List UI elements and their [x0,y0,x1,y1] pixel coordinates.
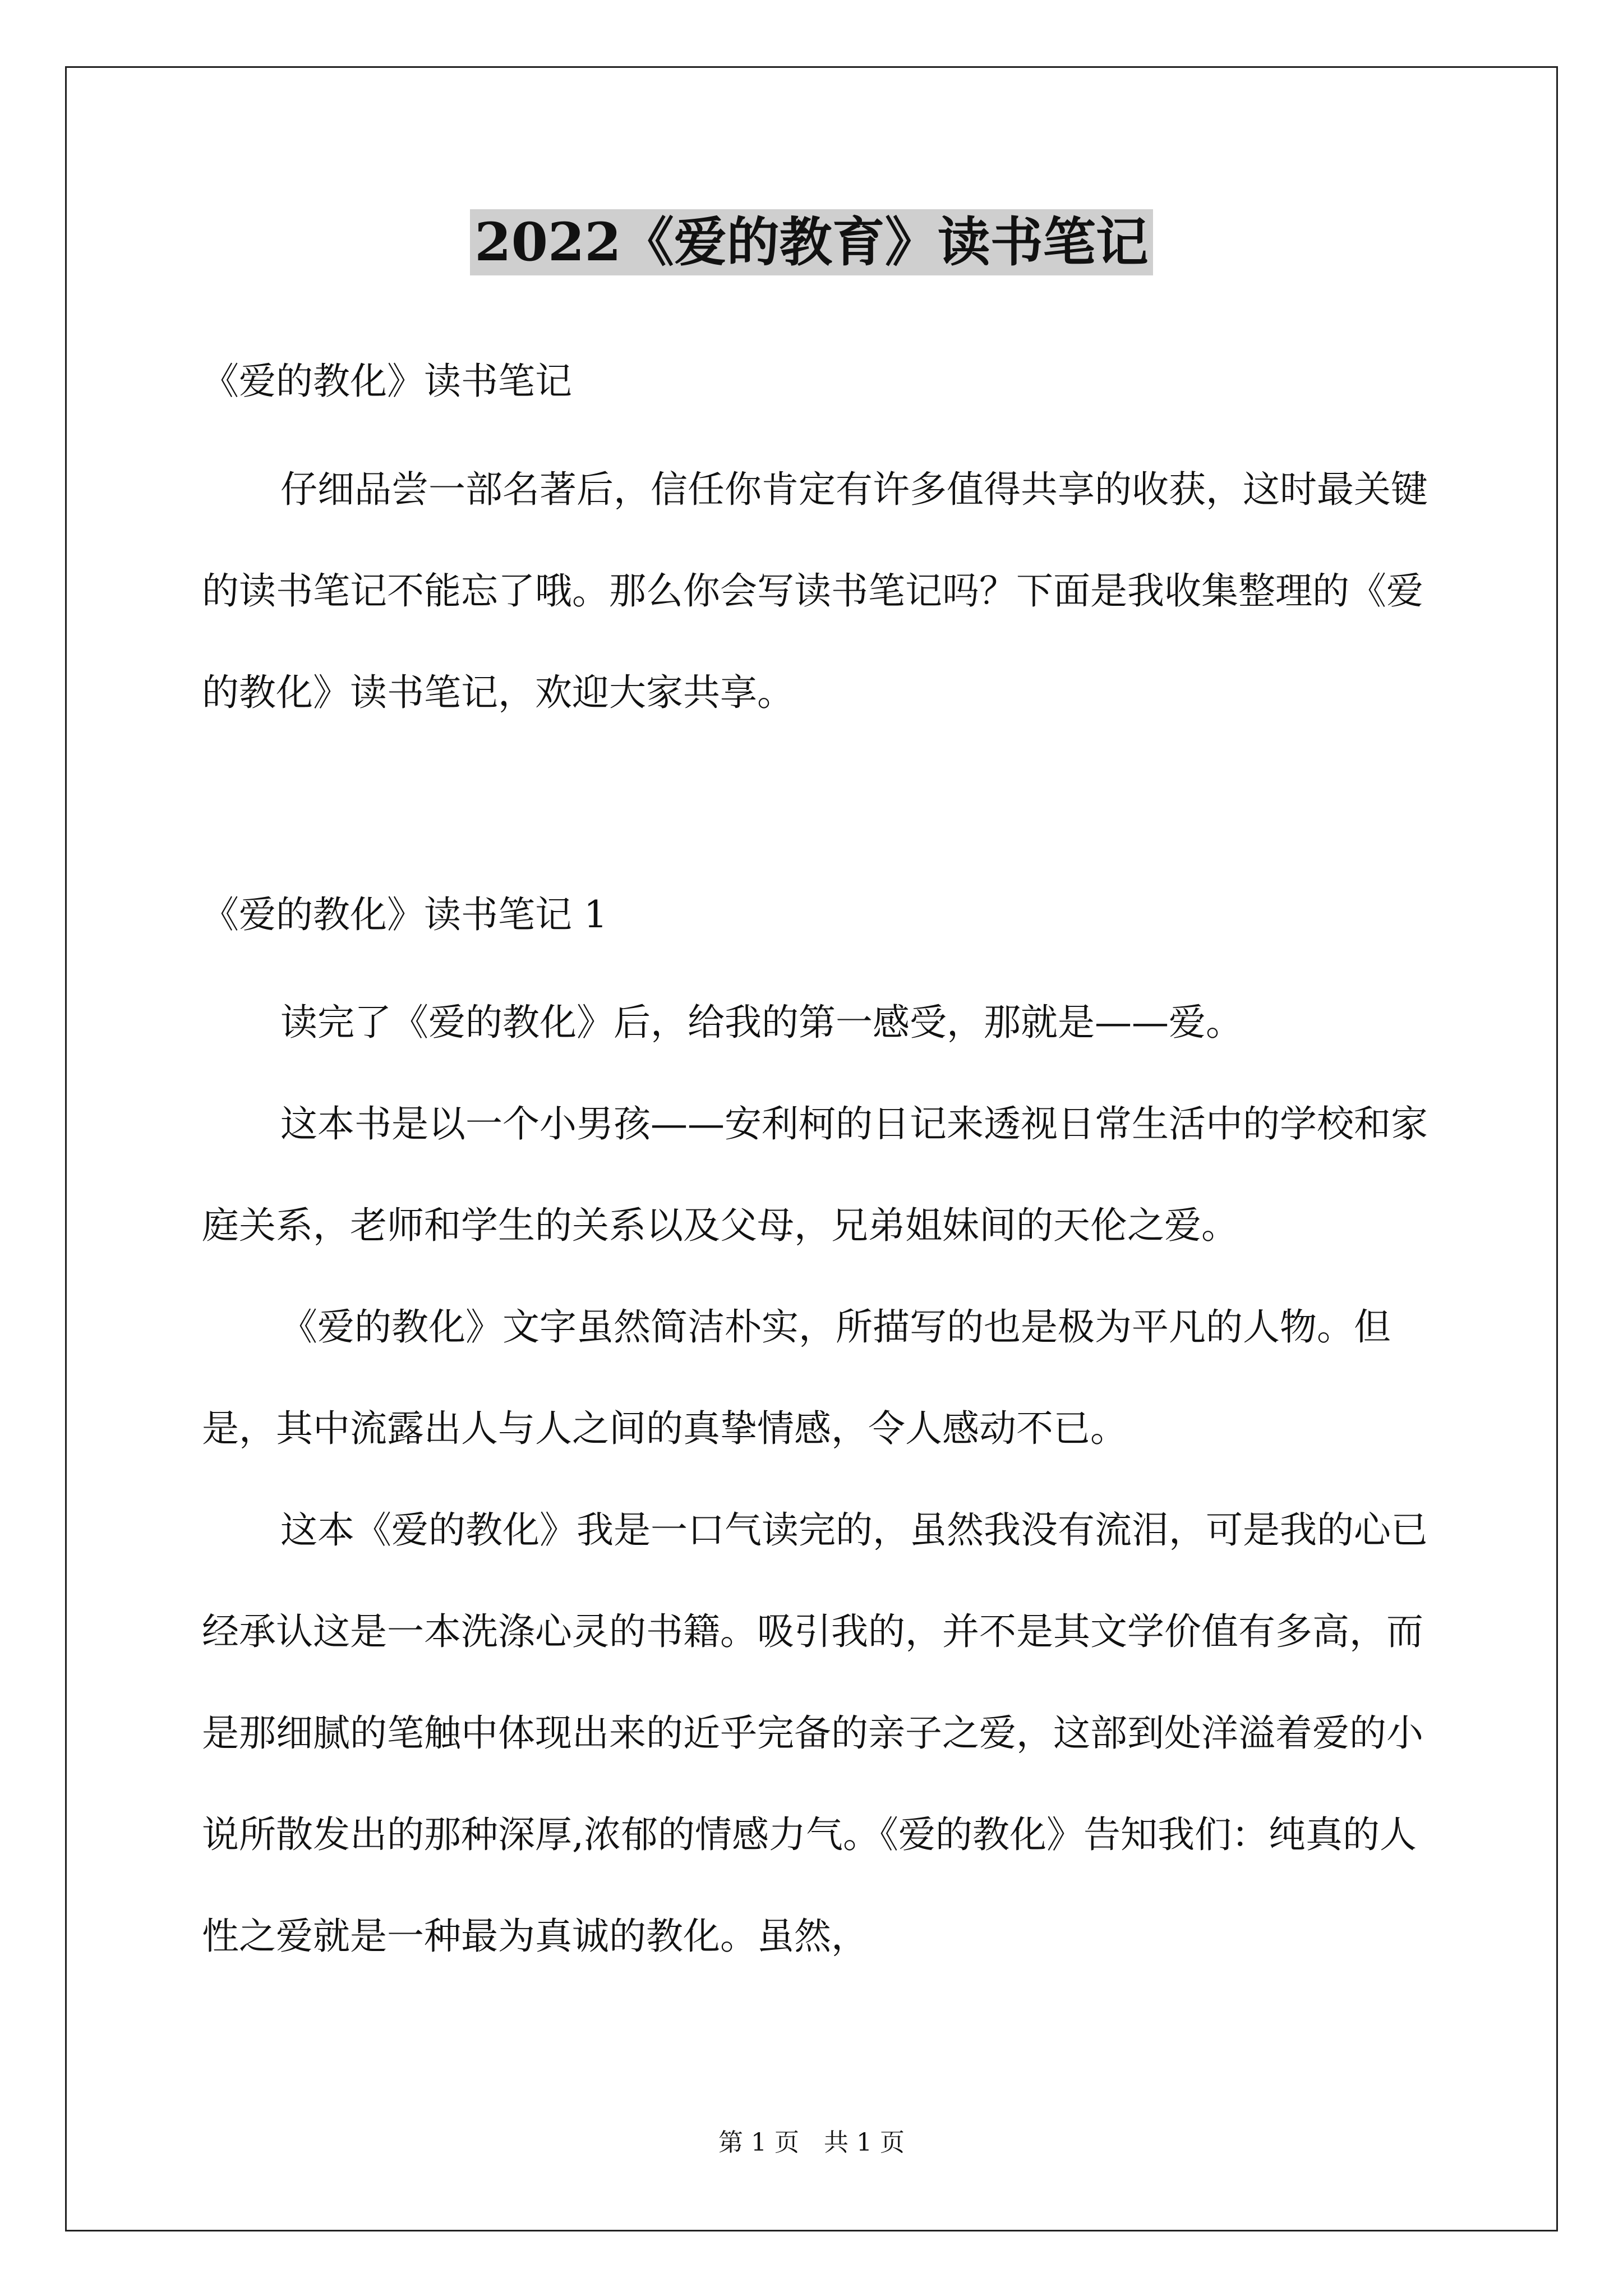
body-paragraph: 这本《爱的教化》我是一口气读完的，虽然我没有流泪，可是我的心已经承认这是一本洗涤心灵的书籍。吸引我的，并不是其文学价值有多高，而是那细腻的笔触中体现出来的近乎完备的亲子之爱，这部到处洋溢着爱的小说所散发出的那种深厚,浓郁的情感力气。《爱的教化》告知我们：纯真的人性之爱就是一种最为真诚的教化。虽然， [202,1508,1428,1958]
intro-paragraph: 仔细品尝一部名著后，信任你肯定有许多值得共享的收获，这时最关键的读书笔记不能忘了哦。那么你会写读书笔记吗？下面是我收集整理的《爱的教化》读书笔记，欢迎大家共享。 [202,468,1428,714]
body-paragraph: 这本书是以一个小男孩——安利柯的日记来透视日常生活中的学校和家庭关系，老师和学生的关系以及父母，兄弟姐妹间的天伦之爱。 [202,1102,1428,1247]
body-paragraph: 读完了《爱的教化》后，给我的第一感受，那就是——爱。 [280,1001,1243,1044]
section-heading: 《爱的教化》读书笔记 1 [202,893,607,936]
document-title [0,205,1623,280]
body-paragraph: 《爱的教化》文字虽然简洁朴实，所描写的也是极为平凡的人物。但是，其中流露出人与人之间的真挚情感，令人感动不已。 [202,1305,1391,1450]
page-footer: 第 1 页 共 1 页 [718,2128,905,2157]
intro-heading: 《爱的教化》读书笔记 [202,360,572,403]
document-title-text: 2022《爱的教育》读书笔记 [470,209,1153,275]
